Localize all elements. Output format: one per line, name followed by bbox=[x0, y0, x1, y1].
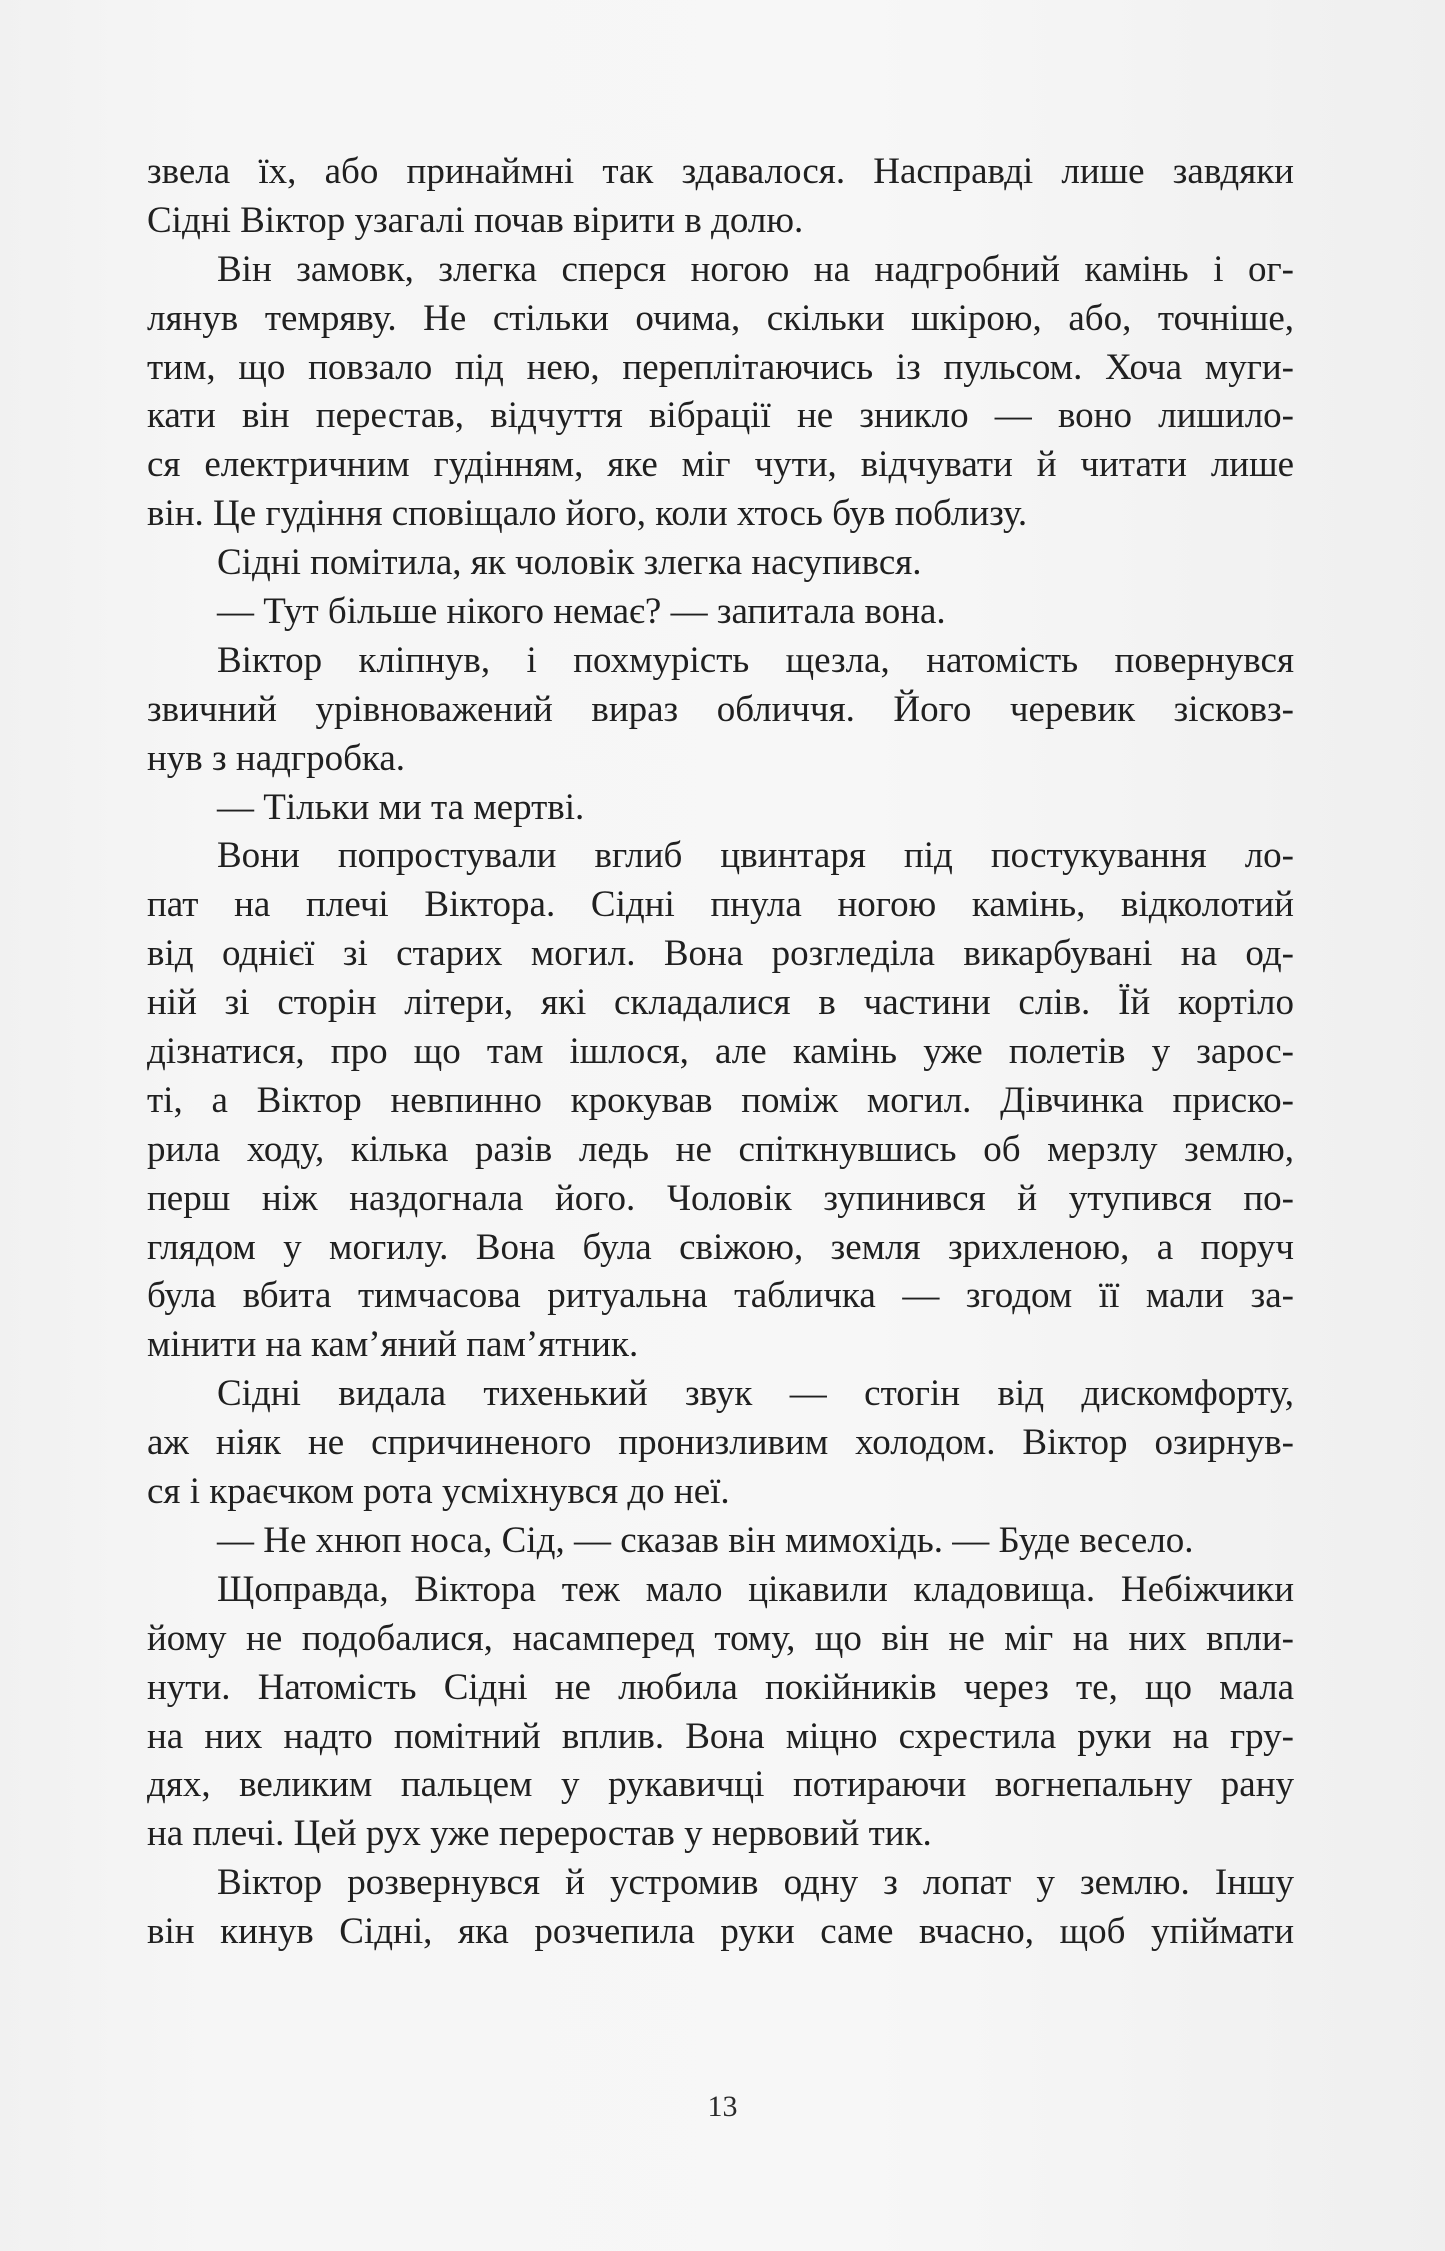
text-line: рила ходу, кілька разів ледь не спіткнувшись об мерзлу землю, bbox=[147, 1128, 1294, 1170]
text-line: дях, великим пальцем у рукавичці потираючи вогнепальну рану bbox=[147, 1764, 1294, 1806]
text-line: глядом у могилу. Вона була свіжою, земля зрихленою, а поруч bbox=[147, 1226, 1294, 1268]
text-line: йому не подобалися, насамперед тому, що він не міг на них впли- bbox=[147, 1617, 1294, 1659]
text-line: пат на плечі Віктора. Сідні пнула ногою камінь, відколотий bbox=[147, 884, 1294, 926]
text-line: нув з надгробка. bbox=[147, 737, 406, 779]
text-line: Сідні видала тихенький звук — стогін від дискомфорту, bbox=[217, 1373, 1294, 1415]
text-line: лянув темряву. Не стільки очима, скільки шкірою, або, точніше, bbox=[147, 297, 1294, 339]
text-line: — Не хнюп носа, Сід, — сказав він мимохідь. — Буде весело. bbox=[217, 1519, 1194, 1561]
text-line: ній зі сторін літери, які складалися в частини слів. Їй кортіло bbox=[147, 982, 1294, 1024]
text-line: він кинув Сідні, яка розчепила руки саме вчасно, щоб упіймати bbox=[147, 1911, 1294, 1953]
text-line: на них надто помітний вплив. Вона міцно схрестила руки на гру- bbox=[147, 1715, 1294, 1757]
text-line: він. Це гудіння сповіщало його, коли хтось був поблизу. bbox=[147, 493, 1028, 535]
text-line: Він замовк, злегка сперся ногою на надгробний камінь і ог- bbox=[217, 248, 1294, 290]
body-text bbox=[147, 148, 1294, 1957]
text-line: Вони попростували вглиб цвинтаря під постукування ло- bbox=[217, 835, 1294, 877]
text-line: ся і краєчком рота усміхнувся до неї. bbox=[147, 1471, 730, 1513]
text-line: ті, а Віктор невпинно крокував поміж могил. Дівчинка приско- bbox=[147, 1079, 1294, 1121]
text-line: Щоправда, Віктора теж мало цікавили кладовища. Небіжчики bbox=[217, 1568, 1294, 1610]
text-line: нути. Натомість Сідні не любила покійників через те, що мала bbox=[147, 1666, 1294, 1708]
text-line: дізнатися, про що там ішлося, але камінь уже полетів у зарос- bbox=[147, 1031, 1294, 1073]
text-line: перш ніж наздогнала його. Чоловік зупинився й утупився по- bbox=[147, 1177, 1294, 1219]
text-line: аж ніяк не спричиненого пронизливим холодом. Віктор озирнув- bbox=[147, 1422, 1294, 1464]
text-line: — Тут більше нікого немає? — запитала вона. bbox=[217, 591, 946, 633]
page-number: 13 bbox=[707, 2090, 738, 2123]
text-line: ся електричним гудінням, яке міг чути, відчувати й читати лише bbox=[147, 444, 1294, 486]
text-line: кати він перестав, відчуття вібрації не зникло — воно лишило- bbox=[147, 395, 1294, 437]
text-line: Віктор кліпнув, і похмурість щезла, натомість повернувся bbox=[217, 639, 1294, 681]
text-line: тим, що повзало під нею, переплітаючись із пульсом. Хоча муги- bbox=[147, 346, 1294, 388]
text-line: Сідні Віктор узагалі почав вірити в долю. bbox=[147, 199, 804, 241]
text-line: звела їх, або принаймні так здавалося. Насправді лише завдяки bbox=[147, 151, 1294, 192]
text-line: — Тільки ми та мертві. bbox=[217, 786, 585, 828]
text-line: була вбита тимчасова ритуальна табличка — згодом її мали за- bbox=[147, 1275, 1294, 1317]
text-line: мінити на кам’яний пам’ятник. bbox=[147, 1324, 639, 1366]
text-line: звичний урівноважений вираз обличчя. Його черевик зісковз- bbox=[147, 688, 1294, 730]
text-line: на плечі. Цей рух уже переростав у нервовий тик. bbox=[147, 1813, 932, 1855]
text-line: Віктор розвернувся й устромив одну з лопат у землю. Іншу bbox=[217, 1862, 1294, 1904]
text-line: від однієї зі старих могил. Вона розгледіла викарбувані на од- bbox=[147, 933, 1294, 975]
text-line: Сідні помітила, як чоловік злегка насупився. bbox=[217, 542, 922, 584]
